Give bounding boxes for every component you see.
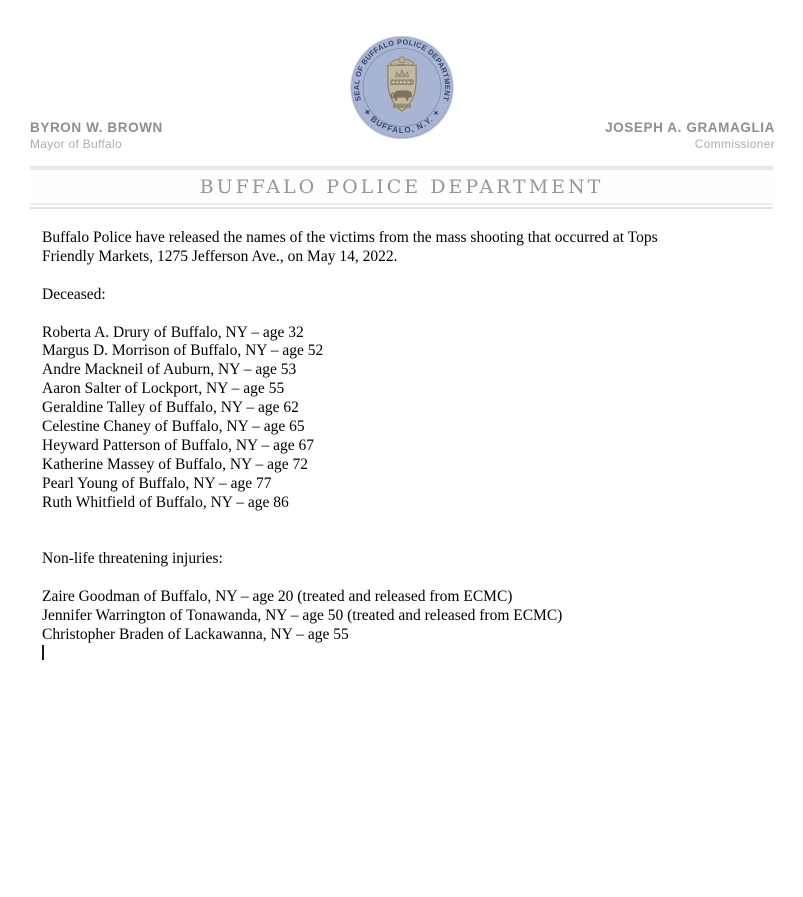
deceased-entry: Celestine Chaney of Buffalo, NY – age 65: [42, 418, 305, 436]
commissioner-block: [605, 120, 775, 151]
deceased-entry: Roberta A. Drury of Buffalo, NY – age 32: [42, 323, 304, 341]
injured-entry: Zaire Goodman of Buffalo, NY – age 20 (treated and released from ECMC): [42, 588, 513, 606]
commissioner-title: Commissioner: [694, 137, 775, 151]
deceased-entry: Ruth Whitfield of Buffalo, NY – age 86: [42, 493, 289, 511]
deceased-entry: Katherine Massey of Buffalo, NY – age 72: [42, 455, 309, 473]
deceased-entry: Heyward Patterson of Buffalo, NY – age 67: [42, 436, 315, 454]
text-cursor: [42, 645, 44, 660]
mayor-name: BYRON W. BROWN: [30, 120, 163, 135]
commissioner-name: JOSEPH A. GRAMAGLIA: [605, 120, 775, 135]
intro-line: Friendly Markets, 1275 Jefferson Ave., on May 14, 2022.: [42, 247, 398, 265]
intro-line: Buffalo Police have released the names of the victims from the mass shooting that occurred at Tops: [42, 229, 658, 246]
mayor-title: Mayor of Buffalo: [30, 137, 122, 151]
department-title: BUFFALO POLICE DEPARTMENT: [199, 175, 604, 198]
injured-entry: Jennifer Warrington of Tonawanda, NY – age 50 (treated and released from ECMC): [42, 607, 563, 625]
blank-line: [42, 305, 757, 324]
document-text-area[interactable]: [42, 229, 757, 664]
blank-line: [42, 513, 757, 532]
injured-entry: Christopher Braden of Lackawanna, NY – age 55: [42, 625, 349, 643]
deceased-entry: Margus D. Morrison of Buffalo, NY – age 52: [42, 342, 324, 360]
blank-line: [42, 569, 757, 588]
banner-bottom-rule: [30, 203, 773, 209]
deceased-label: Deceased:: [42, 285, 106, 303]
deceased-entry: Pearl Young of Buffalo, NY – age 77: [42, 474, 272, 492]
mayor-block: [30, 120, 163, 151]
injuries-label: Non-life threatening injuries:: [42, 550, 223, 568]
banner-inner: [30, 170, 773, 203]
deceased-entry: Geraldine Talley of Buffalo, NY – age 62: [42, 399, 299, 417]
seal-bottom-text: ✦ BUFFALO, N.Y. ✦: [360, 107, 443, 135]
blank-line: [42, 267, 757, 286]
buffalo-police-seal-icon: [349, 35, 454, 140]
department-banner: [30, 166, 773, 209]
seal-top-text: SEAL OF BUFFALO POLICE DEPARTMENT: [351, 37, 452, 103]
blank-line: [42, 531, 757, 550]
deceased-entry: Andre Mackneil of Auburn, NY – age 53: [42, 361, 297, 379]
cursor-line: [42, 645, 757, 664]
deceased-entry: Aaron Salter of Lockport, NY – age 55: [42, 380, 285, 398]
